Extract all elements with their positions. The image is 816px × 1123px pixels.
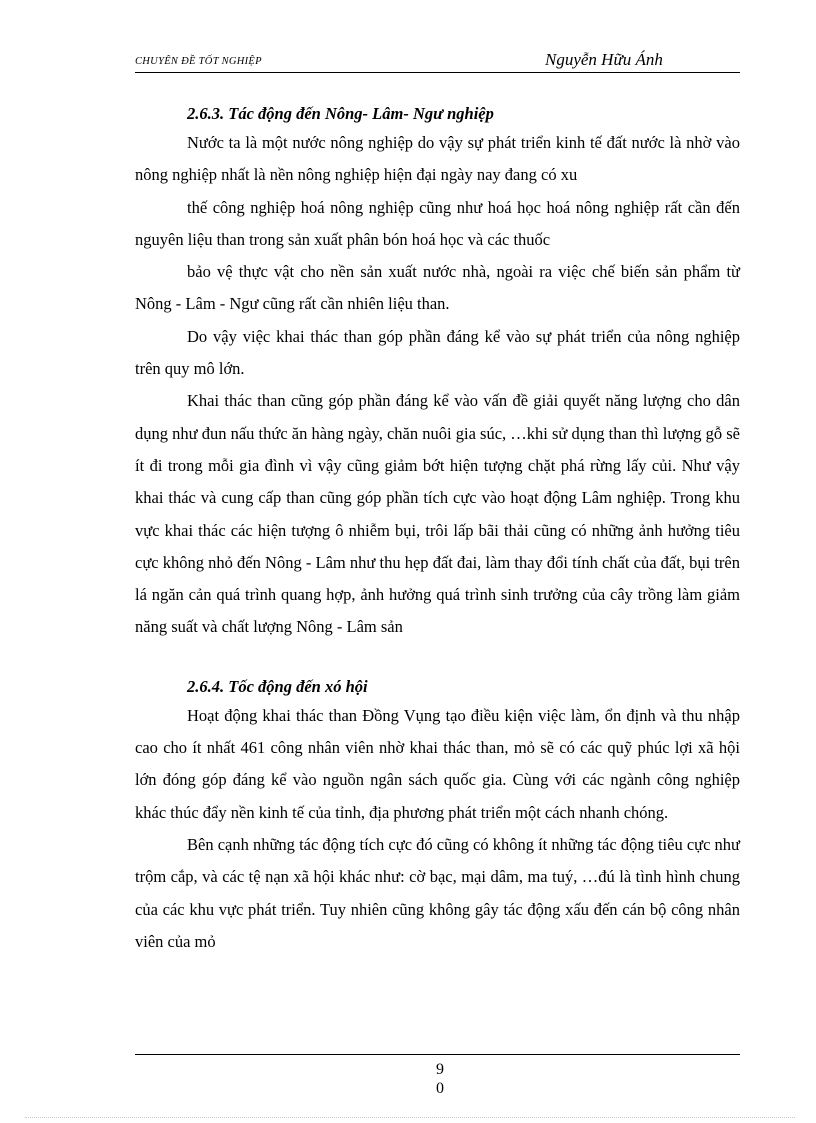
paragraph: Khai thác than cũng góp phần đáng kể vào vấn đề giải quyết năng lượng cho dân dụng như đun nấu thức ăn hàng ngày, chăn nuôi gia súc, …khi sử dụng than thì lượng gỗ sẽ ít đi trong mỗi gia đình vì vậy cũng giảm bớt hiện tượng chặt phá rừng lấy củi. Như vậy khai thác và cung cấp than cũng góp phần tích cực vào hoạt động Lâm nghiệp. Trong khu vực khai thác các hiện tượng ô nhiễm bụi, trôi lấp bãi thải cũng có những ảnh hưởng tiêu cực không nhỏ đến Nông - Lâm như thu hẹp đất đai, làm thay đổi tính chất của đất, bụi trên lá ngăn cản quá trình quang hợp, ảnh hưởng quá trình sinh trưởng của cây trồng làm giảm năng suất và chất lượng Nông - Lâm sản [135, 391, 740, 637]
section-title-2-6-4: 2.6.4. Tốc động đến xó hội [187, 676, 368, 696]
page-number-digit-bottom: 0 [436, 1080, 444, 1097]
paragraph: Nước ta là một nước nông nghiệp do vậy sự phát triển kinh tế đất nước là nhờ vào nông nghiệp nhất là nền nông nghiệp hiện đại ngày nay đang có xu [135, 133, 740, 185]
page-body [135, 101, 740, 958]
paragraph: Hoạt động khai thác than Đồng Vụng tạo điều kiện việc làm, ổn định và thu nhập cao cho ít nhất 461 công nhân viên nhờ khai thác than, mỏ sẽ có các quỹ phúc lợi xã hội lớn đóng góp đáng kể vào nguồn ngân sách quốc gia. Cùng với các ngành công nghiệp khác thúc đẩy nền kinh tế của tỉnh, địa phương phát triển một cách nhanh chóng. [135, 705, 740, 822]
page-edge-dotted-line [25, 1117, 795, 1118]
page-header [135, 46, 740, 73]
paragraph: bảo vệ thực vật cho nền sản xuất nước nhà, ngoài ra việc chế biến sản phẩm từ Nông - Lâm - Ngư cũng rất cần nhiên liệu than. [135, 262, 740, 314]
header-document-type: CHUYÊN ĐỀ TỐT NGHIỆP [135, 56, 262, 67]
section-spacer [135, 644, 740, 674]
page-number-digit-top: 9 [436, 1061, 444, 1078]
paragraph: Bên cạnh những tác động tích cực đó cũng có không ít những tác động tiêu cực như trộm cắp, và các tệ nạn xã hội khác như: cờ bạc, mại dâm, ma tuý, …đú là tình hình chung của các khu vực phát triển. Tuy nhiên cũng không gây tác động xấu đến cán bộ công nhân viên của mỏ [135, 834, 740, 951]
page-number [400, 1060, 480, 1098]
paragraph: Do vậy việc khai thác than góp phần đáng kể vào sự phát triển của nông nghiệp trên quy mô lớn. [135, 326, 740, 379]
section-title-2-6-3: 2.6.3. Tác động đến Nông- Lâm- Ngư nghiệp [187, 104, 494, 123]
footer-divider [135, 1054, 740, 1055]
header-author-name: Nguyễn Hữu Ánh [545, 50, 663, 69]
paragraph: thế công nghiệp hoá nông nghiệp cũng như hoá học hoá nông nghiệp rất cần đến nguyên liệu than trong sản xuất phân bón hoá học và các thuốc [135, 197, 740, 249]
